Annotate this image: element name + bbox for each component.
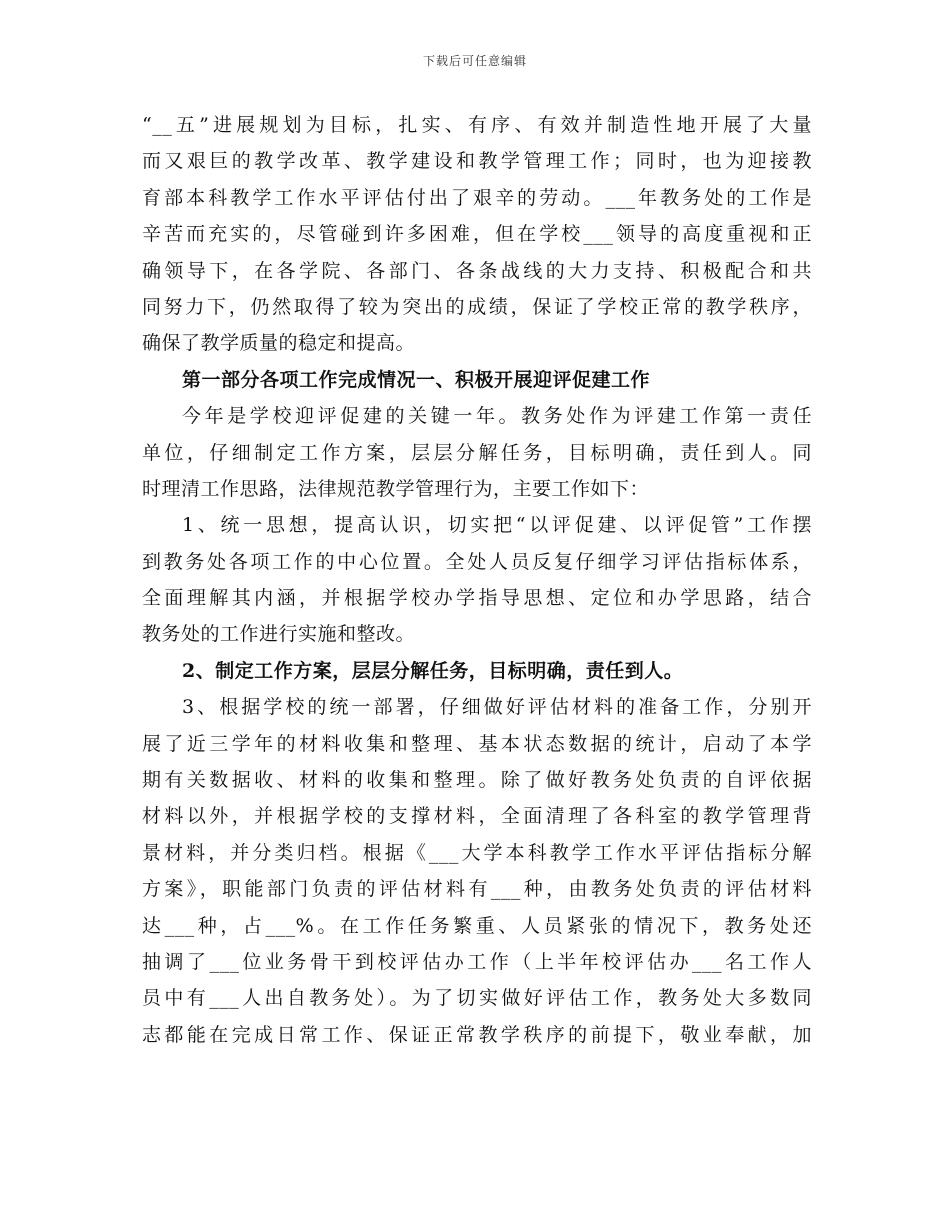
paragraph-line: 确领导下，在各学院、各部门、各条战线的大力支持、积极配合和共 — [142, 259, 812, 282]
document-body — [142, 107, 812, 1053]
paragraph-line: 时理清工作思路，法律规范教学管理行为，主要工作如下： — [142, 477, 650, 500]
paragraph-line: “__五”进展规划为目标，扎实、有序、有效并制造性地开展了大量 — [142, 114, 812, 136]
paragraph-line: 今年是学校迎评促建的关键一年。教务处作为评建工作第一责任 — [182, 405, 812, 428]
paragraph-line: 教务处的工作进行实施和整改。 — [142, 623, 416, 646]
paragraph-line: 员中有___人出自教务处）。为了切实做好评估工作，教务处大多数同 — [142, 987, 812, 1010]
list-item-line: 1、统一思想，提高认识，切实把“以评促建、以评促管”工作摆 — [182, 514, 812, 537]
paragraph-line: 材料以外，并根据学校的支撑材料，全面清理了各科室的教学管理背 — [142, 805, 812, 828]
paragraph-line: 辛苦而充实的，尽管碰到许多困难，但在学校___领导的高度重视和正 — [142, 223, 812, 246]
paragraph-line: 景材料，并分类归档。根据《___大学本科教学工作水平评估指标分解 — [142, 841, 812, 864]
list-item-heading: 2、制定工作方案，层层分解任务，目标明确，责任到人。 — [182, 659, 684, 682]
paragraph-line: 方案》，职能部门负责的评估材料有___种，由教务处负责的评估材料 — [142, 878, 812, 901]
list-item-line: 3、根据学校的统一部署，仔细做好评估材料的准备工作，分别开 — [182, 696, 812, 719]
page-header: 下载后可任意编辑 — [422, 54, 527, 68]
paragraph-line: 而又艰巨的教学改革、教学建设和教学管理工作；同时，也为迎接教 — [142, 150, 812, 173]
paragraph-line: 展了近三学年的材料收集和整理、基本状态数据的统计，启动了本学 — [142, 732, 812, 755]
paragraph-line: 抽调了___位业务骨干到校评估办工作（上半年校评估办___名工作人 — [142, 950, 812, 973]
paragraph-line: 育部本科教学工作水平评估付出了艰辛的劳动。___年教务处的工作是 — [142, 186, 812, 209]
paragraph-line: 到教务处各项工作的中心位置。全处人员反复仔细学习评估指标体系， — [142, 550, 812, 573]
paragraph-line: 单位，仔细制定工作方案，层层分解任务，目标明确，责任到人。同 — [142, 441, 812, 464]
section-heading: 第一部分各项工作完成情况一、积极开展迎评促建工作 — [182, 368, 651, 391]
paragraph-line: 同努力下，仍然取得了较为突出的成绩，保证了学校正常的教学秩序， — [142, 295, 812, 318]
paragraph-line: 确保了教学质量的稳定和提高。 — [142, 332, 416, 355]
paragraph-line: 志都能在完成日常工作、保证正常教学秩序的前提下，敬业奉献，加 — [142, 1023, 812, 1046]
paragraph-line: 期有关数据收、材料的收集和整理。除了做好教务处负责的自评依据 — [142, 769, 812, 792]
paragraph-line: 达___种，占___%。在工作任务繁重、人员紧张的情况下，教务处还 — [142, 914, 812, 937]
paragraph-line: 全面理解其内涵，并根据学校办学指导思想、定位和办学思路，结合 — [142, 587, 812, 610]
